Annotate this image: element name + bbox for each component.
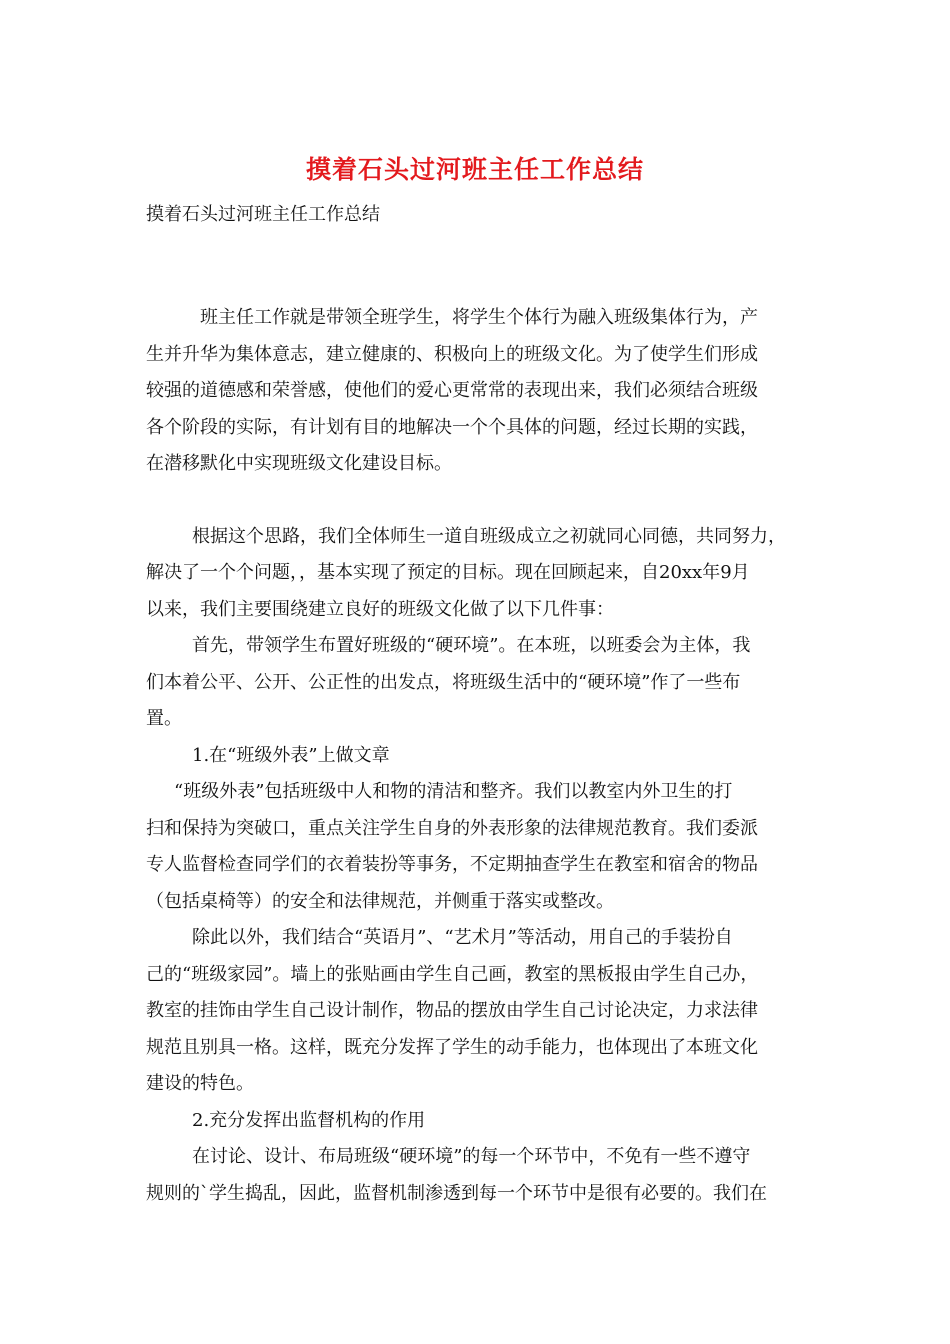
- document-subtitle: 摸着石头过河班主任工作总结: [146, 204, 380, 225]
- paragraph-line: 除此以外，我们结合“英语月”、“艺术月”等活动，用自己的手装扮自: [192, 927, 733, 948]
- paragraph-line: 解决了一个个问题，，基本实现了预定的目标。现在回顾起来，自20xx年9月: [146, 562, 750, 583]
- paragraph-line: “班级外表”包括班级中人和物的清洁和整齐。我们以教室内外卫生的打: [174, 781, 733, 802]
- section-heading: 1.在“班级外表”上做文章: [192, 744, 390, 766]
- paragraph-line: 扫和保持为突破口，重点关注学生自身的外表形象的法律规范教育。我们委派: [146, 817, 758, 839]
- paragraph-line: 各个阶段的实际，有计划有目的地解决一个个具体的问题，经过长期的实践，: [146, 416, 758, 438]
- paragraph-line: 规范且别具一格。这样，既充分发挥了学生的动手能力，也体现出了本班文化: [146, 1036, 758, 1058]
- paragraph-gap: [146, 483, 826, 519]
- paragraph-line: 专人监督检查同学们的衣着装扮等事务，不定期抽查学生在教室和宿舍的物品: [146, 854, 758, 875]
- paragraph-line: 生并升华为集体意志，建立健康的、积极向上的班级文化。为了使学生们形成: [146, 343, 758, 365]
- paragraph-line: 首先，带领学生布置好班级的“硬环境”。在本班，以班委会为主体，我: [192, 635, 751, 656]
- paragraph-line: 根据这个思路，我们全体师生一道自班级成立之初就同心同德，共同努力，: [192, 525, 786, 547]
- paragraph-line: 在潜移默化中实现班级文化建设目标。: [146, 453, 452, 474]
- paragraph-line: （包括桌椅等）的安全和法律规范，并侧重于落实或整改。: [146, 890, 614, 912]
- document-title: 摸着石头过河班主任工作总结: [305, 155, 644, 184]
- paragraph-line: 置。: [146, 708, 182, 729]
- paragraph-line: 己的“班级家园”。墙上的张贴画由学生自己画，教室的黑板报由学生自己办，: [146, 963, 759, 985]
- paragraph-line: 们本着公平、公开、公正性的出发点，将班级生活中的“硬环境”作了一些布: [146, 671, 741, 693]
- paragraph-line: 较强的道德感和荣誉感，使他们的爱心更常常的表现出来，我们必须结合班级: [146, 380, 758, 401]
- paragraph-line: 以来，我们主要围绕建立良好的班级文化做了以下几件事：: [146, 598, 614, 620]
- document-body: [146, 300, 826, 1212]
- paragraph-line: 规则的`学生捣乱，因此，监督机制渗透到每一个环节中是很有必要的。我们在: [146, 1182, 767, 1204]
- section-heading: 2.充分发挥出监督机构的作用: [192, 1109, 426, 1131]
- paragraph-line: 建设的特色。: [146, 1073, 254, 1094]
- paragraph-line: 教室的挂饰由学生自己设计制作，物品的摆放由学生自己讨论决定，力求法律: [146, 1000, 758, 1021]
- paragraph-line: 在讨论、设计、布局班级“硬环境”的每一个环节中，不免有一些不遵守: [192, 1146, 751, 1167]
- paragraph-line: 班主任工作就是带领全班学生，将学生个体行为融入班级集体行为，产: [200, 307, 758, 328]
